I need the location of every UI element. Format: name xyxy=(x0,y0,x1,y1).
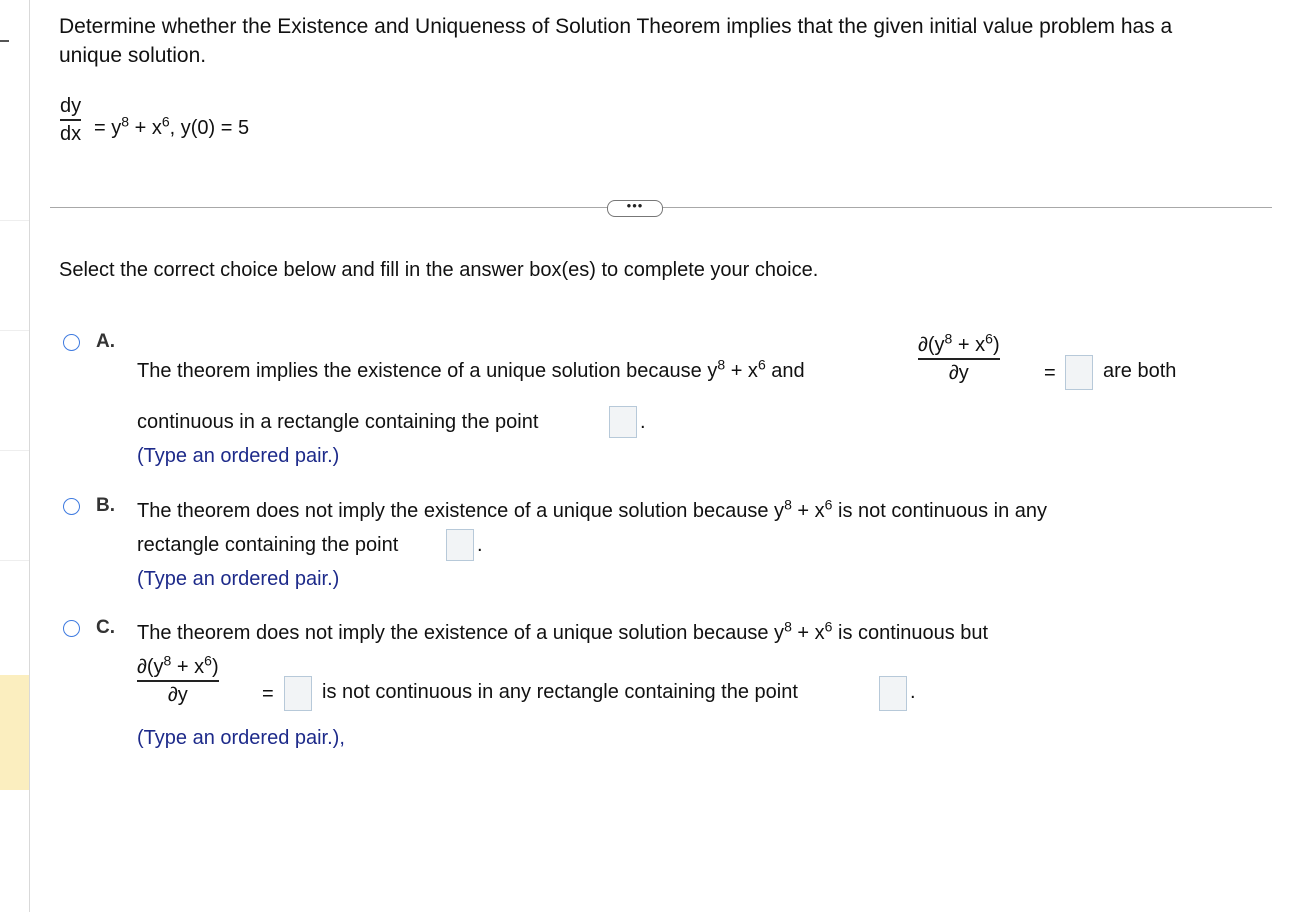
rail-divider xyxy=(0,450,29,451)
option-a-point-input[interactable] xyxy=(609,406,637,438)
exponent: 8 xyxy=(717,356,726,373)
option-c-partial-fraction xyxy=(137,652,219,706)
option-c-point-input[interactable] xyxy=(879,676,907,711)
rail-divider xyxy=(0,560,29,561)
text: + x xyxy=(791,622,825,644)
eq-term: + x xyxy=(129,117,162,139)
rail-divider xyxy=(0,330,29,331)
option-b-hint: (Type an ordered pair.) xyxy=(137,568,340,590)
text: The theorem does not imply the existence of a unique solution because y xyxy=(137,622,785,644)
text: The theorem implies the existence of a unique solution because y xyxy=(137,360,718,382)
rail-current-question-highlight[interactable] xyxy=(0,675,29,790)
text: is not continuous in any xyxy=(832,500,1048,522)
option-b-line1 xyxy=(137,496,1048,523)
period: . xyxy=(477,534,483,556)
instruction-text: Select the correct choice below and fill in the answer box(es) to complete your choice. xyxy=(59,259,819,281)
left-rail xyxy=(0,0,30,912)
text: and xyxy=(765,360,805,382)
exponent: 6 xyxy=(824,496,833,513)
option-b-point-input[interactable] xyxy=(446,529,474,561)
option-c-derivative-input[interactable] xyxy=(284,676,312,711)
option-a-hint: (Type an ordered pair.) xyxy=(137,445,340,467)
option-c-radio[interactable] xyxy=(63,620,80,637)
option-a-partial-fraction xyxy=(918,330,1000,384)
fraction-numerator: dy xyxy=(60,95,82,117)
exponent: 6 xyxy=(824,618,833,635)
question-text: Determine whether the Existence and Uniqueness of Solution Theorem implies that the given initial value problem has a unique solution. xyxy=(59,15,1173,67)
option-a-derivative-input[interactable] xyxy=(1065,355,1093,390)
option-a-equals: = xyxy=(1044,362,1056,384)
option-a-line2: continuous in a rectangle containing the point xyxy=(137,411,539,433)
option-c-letter: C. xyxy=(96,617,115,638)
fraction-bar xyxy=(60,119,81,121)
partial-numerator: $\partial(y^8 + x^6)$ xyxy=(137,652,219,678)
partial-denominator: ∂y xyxy=(167,683,188,706)
option-c-middle: is not continuous in any rectangle containing the point xyxy=(322,681,798,703)
option-c-hint: (Type an ordered pair.), xyxy=(137,727,345,749)
option-c-line1 xyxy=(137,618,989,645)
option-b-radio[interactable] xyxy=(63,498,80,515)
exponent: 6 xyxy=(161,113,170,130)
initial-condition: , y(0) = 5 xyxy=(169,117,250,139)
text: is continuous but xyxy=(832,622,989,644)
text: + x xyxy=(725,360,758,382)
period: . xyxy=(640,411,646,433)
option-a-line1 xyxy=(137,356,805,383)
fraction-bar xyxy=(137,680,219,682)
text: The theorem does not imply the existence of a unique solution because y xyxy=(137,500,785,522)
option-b-letter: B. xyxy=(96,495,115,516)
text: + x xyxy=(791,500,825,522)
option-a-radio[interactable] xyxy=(63,334,80,351)
eq-term: = y xyxy=(94,117,122,139)
option-c-equals: = xyxy=(262,683,274,705)
period: . xyxy=(910,681,916,703)
more-button[interactable]: ••• xyxy=(607,200,663,217)
partial-denominator: ∂y xyxy=(948,361,969,384)
fraction-bar xyxy=(918,358,1000,360)
option-b-line2: rectangle containing the point xyxy=(137,534,399,556)
exponent: 6 xyxy=(757,356,766,373)
exponent: 8 xyxy=(784,618,792,635)
fraction-denominator: dx xyxy=(60,122,82,145)
equation-rhs xyxy=(94,113,250,140)
derivative-fraction xyxy=(60,95,81,145)
exponent: 8 xyxy=(121,113,130,130)
rail-marker xyxy=(0,40,9,42)
partial-numerator: $\partial(y^8 + x^6)$ xyxy=(918,330,1000,356)
rail-divider xyxy=(0,220,29,221)
exponent: 8 xyxy=(784,496,792,513)
option-a-are-both: are both xyxy=(1103,360,1177,382)
option-a-letter: A. xyxy=(96,331,115,352)
